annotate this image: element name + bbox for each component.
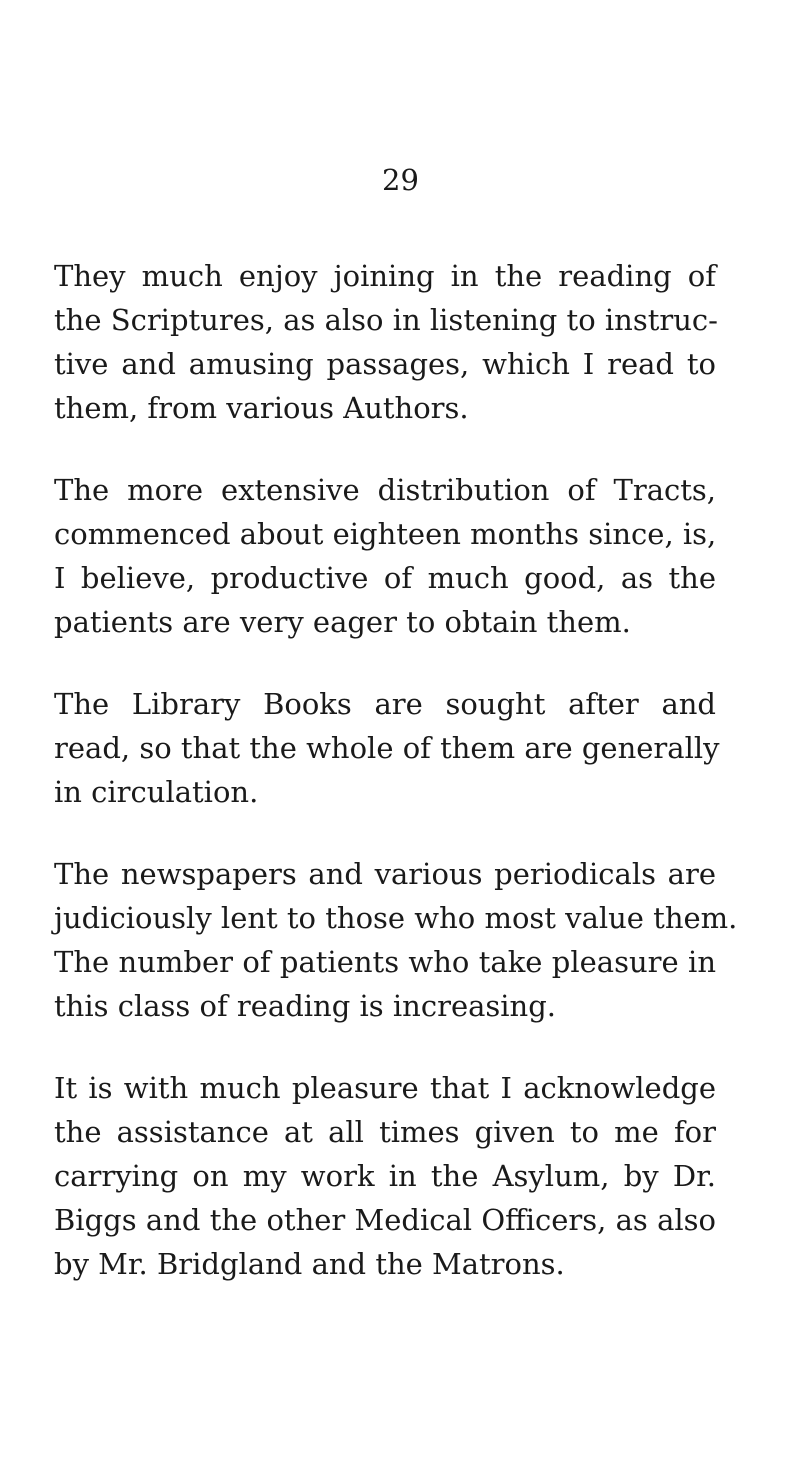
paragraph-line: They much enjoy joining in the reading of [54, 259, 716, 293]
paragraph-line: tive and amusing passages, which I read to [54, 347, 716, 381]
paragraph-line: The more extensive distribution of Tracts, [54, 473, 716, 507]
paragraph-line: The Library Books are sought after and [54, 687, 716, 721]
paragraph-5 [54, 1066, 716, 1286]
paragraph-line: this class of reading is increasing. [54, 989, 557, 1023]
paragraph-2 [54, 468, 716, 644]
paragraph-line: judiciously lent to those who most value them. [54, 901, 738, 935]
paragraph-3 [54, 682, 720, 814]
paragraph-line: I believe, productive of much good, as the [54, 561, 716, 595]
paragraph-4 [54, 852, 738, 1028]
paragraph-line: the assistance at all times given to me for [54, 1115, 716, 1149]
paragraph-line: read, so that the whole of them are generally [54, 731, 720, 765]
paragraph-line: carrying on my work in the Asylum, by Dr. [54, 1159, 716, 1193]
paragraph-line: It is with much pleasure that I acknowledge [54, 1071, 716, 1105]
paragraph-line: The newspapers and various periodicals are [54, 857, 716, 891]
paragraph-line: them, from various Authors. [54, 391, 469, 425]
paragraph-line: the Scriptures, as also in listening to instruc- [54, 303, 718, 337]
paragraph-line: commenced about eighteen months since, is, [54, 517, 717, 551]
page-number: 29 [382, 163, 419, 197]
paragraph-line: Biggs and the other Medical Officers, as also [54, 1203, 716, 1237]
paragraph-line: by Mr. Bridgland and the Matrons. [54, 1247, 565, 1281]
paragraph-line: patients are very eager to obtain them. [54, 605, 631, 639]
paragraph-1 [54, 254, 716, 430]
paragraph-line: The number of patients who take pleasure in [54, 945, 716, 979]
paragraph-line: in circulation. [54, 775, 259, 809]
